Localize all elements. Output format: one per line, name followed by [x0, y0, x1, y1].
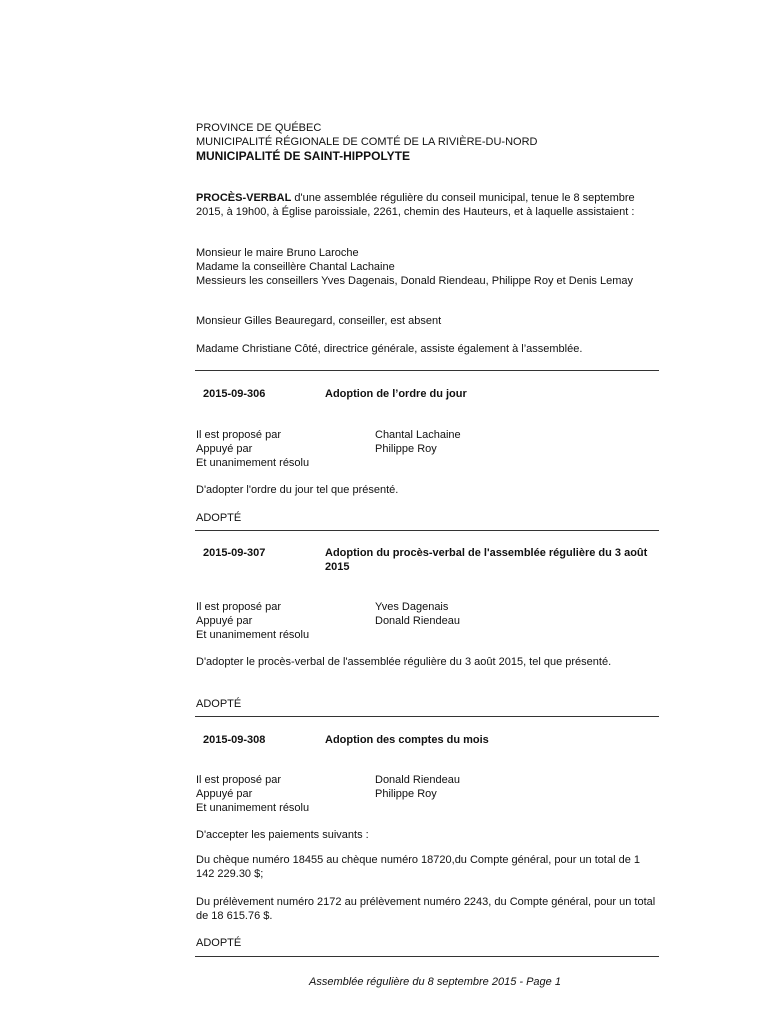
proposed-label: Il est proposé par — [196, 429, 281, 441]
proposer-name: Donald Riendeau — [375, 774, 461, 786]
adopted-label: ADOPTÉ — [196, 937, 242, 949]
seconder-name: Philippe Roy — [375, 788, 437, 800]
adopted-label: ADOPTÉ — [196, 698, 242, 710]
seconded-label: Appuyé par — [196, 788, 253, 800]
divider — [195, 370, 659, 371]
divider — [195, 530, 659, 531]
adopted-label: ADOPTÉ — [196, 512, 242, 524]
seconded-label: Appuyé par — [196, 443, 253, 455]
proposer-name: Yves Dagenais — [375, 601, 449, 613]
intro-text: d'une assemblée régulière du conseil municipal, tenue le 8 septembre 2015, à 19h00, à Église paroissiale, 2261, chemin des Hauteurs, et à laquelle assistaient : — [196, 192, 635, 218]
resolution-number: 2015-09-308 — [203, 734, 266, 746]
absent-line: Monsieur Gilles Beauregard, conseiller, est absent — [196, 315, 442, 327]
attendee-councillors: Messieurs les conseillers Yves Dagenais, Donald Riendeau, Philippe Roy et Denis Lemay — [196, 275, 633, 287]
seconder-name: Donald Riendeau — [375, 615, 461, 627]
page-footer: Assemblée régulière du 8 septembre 2015 - Page 1 — [309, 976, 561, 988]
proposer-name: Chantal Lachaine — [375, 429, 461, 441]
resolution-number: 2015-09-306 — [203, 388, 266, 400]
unanimous-label: Et unanimement résolu — [196, 802, 310, 814]
resolution-body: D'adopter le procès-verbal de l'assemblée régulière du 3 août 2015, tel que présenté. — [196, 656, 612, 668]
municipality-line: MUNICIPALITÉ DE SAINT-HIPPOLYTE — [196, 149, 411, 163]
resolution-title: Adoption des comptes du mois — [325, 734, 489, 746]
divider — [195, 956, 659, 957]
resolution-title: Adoption du procès-verbal de l'assemblée régulière du 3 août 2015 — [325, 547, 648, 573]
seconded-label: Appuyé par — [196, 615, 253, 627]
payment-withdrawals: Du prélèvement numéro 2172 au prélèvement numéro 2243, du Compte général, pour un total de 18 615.76 $. — [196, 896, 656, 922]
resolution-body: D'adopter l'ordre du jour tel que présenté. — [196, 484, 399, 496]
proposed-label: Il est proposé par — [196, 601, 281, 613]
resolution-body: D'accepter les paiements suivants : — [196, 829, 369, 841]
seconder-name: Philippe Roy — [375, 443, 437, 455]
unanimous-label: Et unanimement résolu — [196, 457, 310, 469]
divider — [195, 716, 659, 717]
resolution-title: Adoption de l’ordre du jour — [325, 388, 467, 400]
resolution-number: 2015-09-307 — [203, 547, 266, 559]
province-line: PROVINCE DE QUÉBEC — [196, 122, 322, 134]
intro-paragraph — [196, 191, 658, 219]
attendee-councillor: Madame la conseillère Chantal Lachaine — [196, 261, 395, 273]
proposed-label: Il est proposé par — [196, 774, 281, 786]
mrc-line: MUNICIPALITÉ RÉGIONALE DE COMTÉ DE LA RIVIÈRE-DU-NORD — [196, 136, 538, 148]
intro-lead: PROCÈS-VERBAL — [196, 192, 292, 204]
attendee-mayor: Monsieur le maire Bruno Laroche — [196, 247, 359, 259]
payment-cheques: Du chèque numéro 18455 au chèque numéro 18720,du Compte général, pour un total de 1 142 229.30 $; — [196, 854, 640, 880]
unanimous-label: Et unanimement résolu — [196, 629, 310, 641]
dg-line: Madame Christiane Côté, directrice générale, assiste également à l’assemblée. — [196, 343, 583, 355]
